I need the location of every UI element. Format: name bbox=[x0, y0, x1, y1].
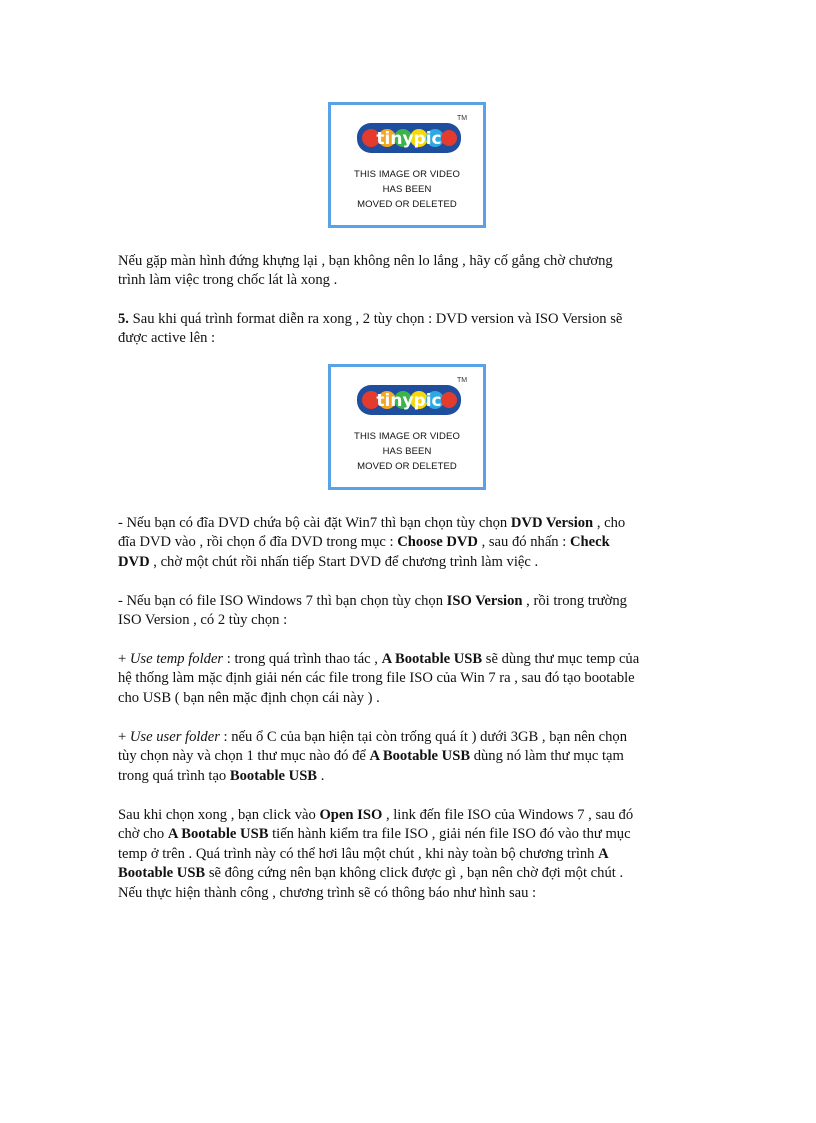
paragraph-open-iso: Sau khi chọn xong , bạn click vào Open ISO , link đến file ISO của Windows 7 , sau đó chờ cho A Bootable USB tiến hành kiểm tra file ISO , giải nén file ISO đó vào thư mục temp ở trên . Quá trình này có thể hơi lâu một chút , khi này toàn bộ chương trình A Bootable USB sẽ đông cứng nên bạn không click được gì , bạn nên chờ đợi một chút . Nếu thực hiện thành công , chương trình sẽ có thông báo như hình sau : bbox=[118, 807, 634, 901]
image-placeholder bbox=[328, 102, 486, 228]
paragraph-user-folder: + Use user folder : nếu ổ C của bạn hiện tại còn trống quá ít ) dưới 3GB , bạn nên chọn tùy chọn này và chọn 1 thư mục nào đó để A Bootable USB dùng nó làm thư mục tạm trong quá trình tạo Bootable USB . bbox=[118, 729, 628, 784]
tinypic-logo bbox=[357, 121, 461, 155]
placeholder-message: THIS IMAGE OR VIDEO HAS BEEN MOVED OR DELETED bbox=[354, 169, 460, 210]
svg-text:tinypic: tinypic bbox=[376, 391, 442, 411]
paragraph-step-5: 5. Sau khi quá trình format diễn ra xong , 2 tùy chọn : DVD version và ISO Version sẽ được active lên : bbox=[118, 311, 623, 347]
trademark: TM bbox=[457, 115, 468, 122]
paragraph-dvd: - Nếu bạn có đĩa DVD chứa bộ cài đặt Win7 thì bạn chọn tùy chọn DVD Version , cho đĩa DVD vào , rồi chọn ổ đĩa DVD trong mục : Choose DVD , sau đó nhấn : Check DVD , chờ một chút rồi nhấn tiếp Start DVD để chương trình làm việc . bbox=[118, 515, 626, 570]
paragraph-iso: - Nếu bạn có file ISO Windows 7 thì bạn chọn tùy chọn ISO Version , rồi trong trường ISO Version , có 2 tùy chọn : bbox=[118, 593, 627, 629]
tinypic-logo bbox=[357, 383, 461, 417]
image-placeholder bbox=[328, 364, 486, 490]
paragraph-temp-folder: + Use temp folder : trong quá trình thao tác , A Bootable USB sẽ dùng thư mục temp của hệ thống làm mặc định giải nén các file trong file ISO của Win 7 ra , sau đó tạo bootable cho USB ( bạn nên mặc định chọn cái này ) . bbox=[118, 651, 640, 706]
paragraph: Nếu gặp màn hình đứng khựng lại , bạn không nên lo lắng , hãy cố gắng chờ chương trình làm việc trong chốc lát là xong . bbox=[118, 253, 613, 289]
placeholder-message: THIS IMAGE OR VIDEO HAS BEEN MOVED OR DELETED bbox=[354, 431, 460, 472]
svg-text:tinypic: tinypic bbox=[376, 129, 442, 149]
trademark: TM bbox=[457, 377, 468, 384]
